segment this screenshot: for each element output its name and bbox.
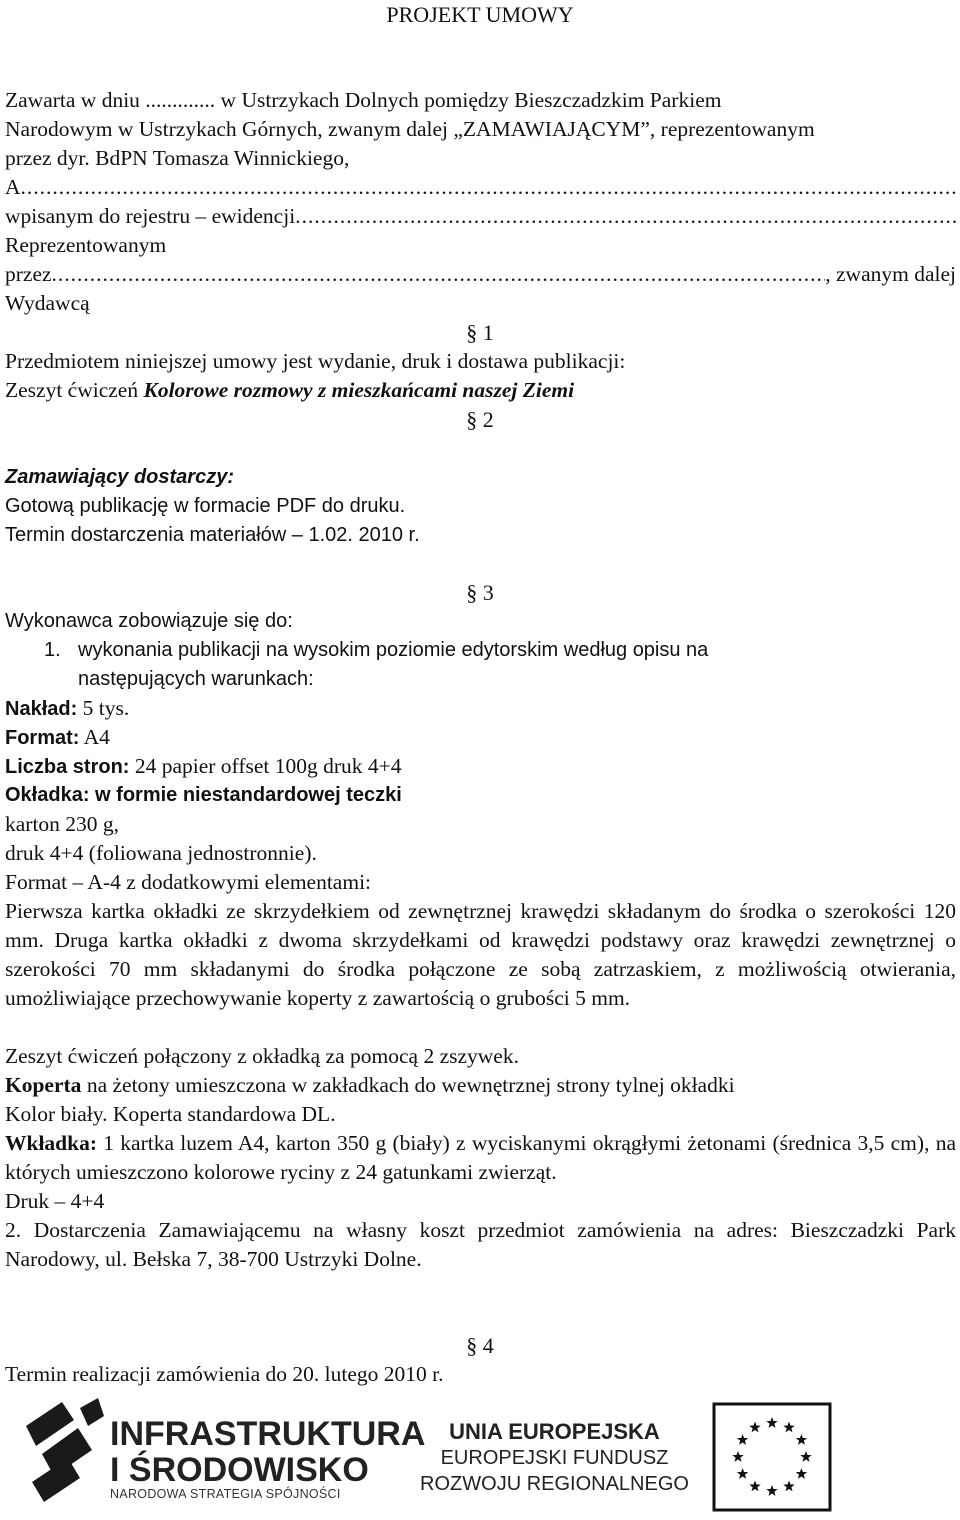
envelope-label: Koperta [5, 1073, 82, 1097]
section-3-intro: Wykonawca zobowiązuje się do: [5, 610, 293, 632]
item-1-line-2: następujących warunkach: [78, 668, 314, 690]
format-label: Format: [5, 727, 80, 749]
registry-prefix: wpisanym do rejestru – ewidencji [5, 204, 296, 228]
blank-dots [295, 202, 956, 231]
intro-line-7 [5, 260, 956, 289]
eu-flag-icon [712, 1402, 832, 1512]
format-value: A4 [79, 725, 110, 749]
section-1-heading: § 1 [466, 320, 494, 345]
intro-line-6: Reprezentowanym [5, 233, 167, 257]
logo-left-line-1: INFRASTRUKTURA [110, 1415, 426, 1453]
section-4-text: Termin realizacji zamówienia do 20. lutego 2010 r. [5, 1362, 444, 1386]
called-suffix: , zwanym dalej [825, 262, 956, 286]
ue-line-1: UNIA EUROPEJSKA [449, 1419, 660, 1444]
envelope-value: na żetony umieszczona w zakładkach do wewnętrznej strony tylnej okładki [81, 1073, 735, 1097]
section-4-heading: § 4 [466, 1333, 494, 1358]
intro-line-8: Wydawcą [5, 291, 90, 315]
intro-line-1: Zawarta w dniu ............. w Ustrzykach Dolnych pomiędzy Bieszczadzkim Parkiem [5, 88, 722, 112]
document-title: PROJEKT UMOWY [386, 2, 574, 27]
section-2-heading: § 2 [466, 407, 494, 432]
naklad-label: Nakład: [5, 698, 78, 720]
cover-cardboard: karton 230 g, [5, 812, 120, 836]
logo-left-line-2: I ŚRODOWISKO [110, 1451, 369, 1489]
infrastruktura-title [110, 1416, 425, 1488]
publication-title: Kolorowe rozmowy z mieszkańcami naszej Ziemi [143, 378, 575, 402]
pages-row [5, 752, 402, 782]
publication-prefix: Zeszyt ćwiczeń [5, 378, 144, 402]
infrastruktura-emblem-icon [22, 1398, 112, 1508]
blank-dots [52, 260, 826, 289]
eu-flag [712, 1402, 832, 1512]
cover-label: Okładka: w formie niestandardowej teczki [5, 784, 402, 806]
cover-print: druk 4+4 (foliowana jednostronnie). [5, 841, 317, 865]
section-2-line-2: Termin dostarczenia materiałów – 1.02. 2010 r. [5, 524, 420, 546]
stapled-note: Zeszyt ćwiczeń połączony z okładką za pomocą 2 zszywek. [5, 1044, 519, 1068]
cover-description: Pierwsza kartka okładki ze skrzydełkiem od zewnętrznej krawędzi składanym do środka o szerokości 120 mm. Druga kartka okładki z dwoma skrzydełkami od krawędzi podstawy oraz krawędzi zewnętrznej o szerokości 70 mm składanymi do środka połączone ze sobą zatrzaskiem, z możliwością otwierania, umożliwiające przechowywanie koperty z zawartością o grubości 5 mm. [5, 899, 956, 1010]
item-2: 2. Dostarczenia Zamawiającemu na własny koszt przedmiot zamówienia na adres: Bieszczadzki Park Narodowy, ul. Bełska 7, 38-700 Ustrzyki Dolne. [5, 1218, 956, 1271]
pages-value: 24 papier offset 100g druk 4+4 [129, 754, 402, 778]
insert-label: Wkładka: [5, 1131, 98, 1155]
naklad-row [5, 694, 129, 724]
format-row [5, 723, 110, 753]
logo-left-subtitle: NARODOWA STRATEGIA SPÓJNOŚCI [110, 1487, 341, 1501]
blank-dots [21, 173, 956, 202]
intro-line-5 [5, 202, 956, 231]
intro-line-3: przez dyr. BdPN Tomasza Winnickiego, [5, 146, 350, 170]
section-3-heading: § 3 [466, 580, 494, 605]
intro-line-2: Narodowym w Ustrzykach Górnych, zwanym dalej „ZAMAWIAJĄCYM”, reprezentowanym [5, 117, 815, 141]
section-2-line-1: Gotową publikację w formacie PDF do druku. [5, 495, 406, 517]
item-1-line-1: wykonania publikacji na wysokim poziomie edytorskim według opisu na [78, 639, 709, 661]
envelope-color: Kolor biały. Koperta standardowa DL. [5, 1102, 336, 1126]
section-1-text: Przedmiotem niniejszej umowy jest wydanie, druk i dostawa publikacji: [5, 349, 626, 373]
format-a4-line: Format – A-4 z dodatkowymi elementami: [5, 870, 372, 894]
print-line: Druk – 4+4 [5, 1189, 105, 1213]
naklad-value: 5 tys. [77, 696, 130, 720]
section-2-subheading: Zamawiający dostarczy: [5, 466, 234, 488]
party-name-prefix: A [5, 175, 21, 199]
intro-line-4 [5, 173, 956, 202]
represented-by-prefix: przez [5, 262, 52, 286]
ue-line-2: EUROPEJSKI FUNDUSZ [440, 1447, 669, 1469]
envelope-row [5, 1071, 735, 1100]
insert-row [5, 1129, 956, 1187]
ue-line-3: ROZWOJU REGIONALNEGO [420, 1473, 689, 1495]
section-1-publication [5, 376, 574, 405]
pages-label: Liczba stron: [5, 756, 130, 778]
item-1-number: 1. [44, 639, 61, 661]
insert-value: 1 kartka luzem A4, karton 350 g (biały) z wyciskanymi okrągłymi żetonami (średnica 3,5 cm), na których umieszczono kolorowe ryciny z 24 gatunkami zwierząt. [5, 1131, 956, 1184]
